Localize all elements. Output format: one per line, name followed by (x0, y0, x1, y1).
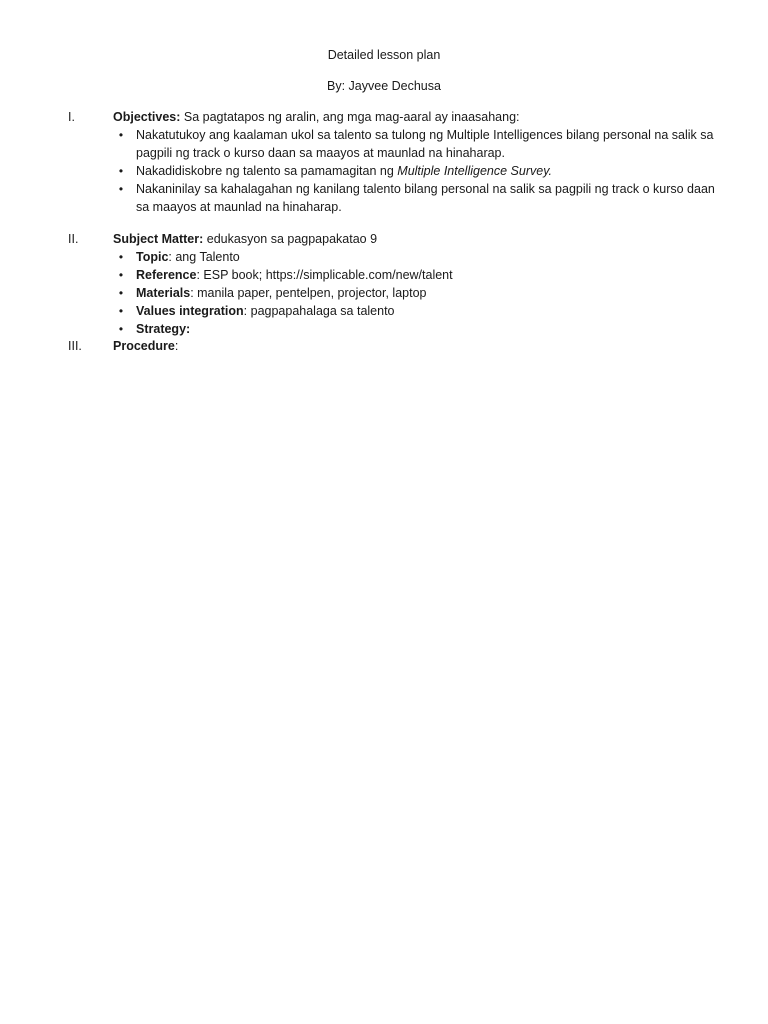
section-numeral: I. (68, 110, 75, 124)
list-item (68, 162, 724, 180)
objective-italic-text: Multiple Intelligence Survey. (397, 164, 552, 178)
item-value: : pagpapahalaga sa talento (243, 304, 395, 318)
bullet-icon: • (118, 286, 124, 300)
procedure-label: Procedure (113, 339, 175, 353)
subject-matter-heading (113, 230, 724, 248)
bullet-icon: • (118, 128, 124, 142)
objective-text: Nakadidiskobre ng talento sa pamamagitan ng (136, 164, 398, 178)
item-label: Topic (136, 250, 169, 264)
item-label: Values integration (136, 304, 244, 318)
objectives-section (68, 108, 724, 216)
section-numeral: III. (68, 339, 82, 353)
procedure-colon: : (174, 339, 179, 353)
document-title: Detailed lesson plan (327, 48, 441, 62)
subject-matter-section (68, 230, 724, 338)
item-label: Strategy: (136, 322, 191, 336)
list-item (68, 302, 724, 320)
document-author: By: Jayvee Dechusa (327, 79, 441, 93)
objective-text: Nakatutukoy ang kaalaman ukol sa talento sa tulong ng Multiple Intelligences bilang personal na salik sa pagpili ng track o kurso daan sa maayos at maunlad na hinaharap. (136, 128, 714, 160)
list-item (68, 266, 724, 284)
item-value: : ang Talento (168, 250, 240, 264)
section-numeral: II. (68, 232, 79, 246)
bullet-icon: • (118, 304, 124, 318)
objectives-intro: Sa pagtatapos ng aralin, ang mga mag-aaral ay inaasahang: (180, 110, 520, 124)
objective-text: Nakaninilay sa kahalagahan ng kanilang talento bilang personal na salik sa pagpili ng track o kurso daan sa maayos at maunlad na hinaharap. (136, 182, 715, 214)
list-item (68, 180, 724, 216)
item-label: Reference (136, 268, 197, 282)
subject-matter-label: Subject Matter: (113, 232, 204, 246)
procedure-section (68, 337, 724, 355)
list-item (68, 248, 724, 266)
bullet-icon: • (118, 322, 124, 336)
list-item (68, 320, 724, 338)
item-value: : ESP book; https://simplicable.com/new/talent (196, 268, 453, 282)
bullet-icon: • (118, 250, 124, 264)
objectives-list (68, 126, 724, 216)
bullet-icon: • (118, 164, 124, 178)
objectives-label: Objectives: (113, 110, 181, 124)
bullet-icon: • (118, 182, 124, 196)
item-value: : manila paper, pentelpen, projector, laptop (190, 286, 427, 300)
bullet-icon: • (118, 268, 124, 282)
subject-matter-list (68, 248, 724, 338)
subject-matter-value: edukasyon sa pagpapakatao 9 (203, 232, 378, 246)
list-item (68, 284, 724, 302)
list-item (68, 126, 724, 162)
procedure-heading (113, 337, 724, 355)
objectives-heading (113, 108, 724, 126)
item-label: Materials (136, 286, 191, 300)
